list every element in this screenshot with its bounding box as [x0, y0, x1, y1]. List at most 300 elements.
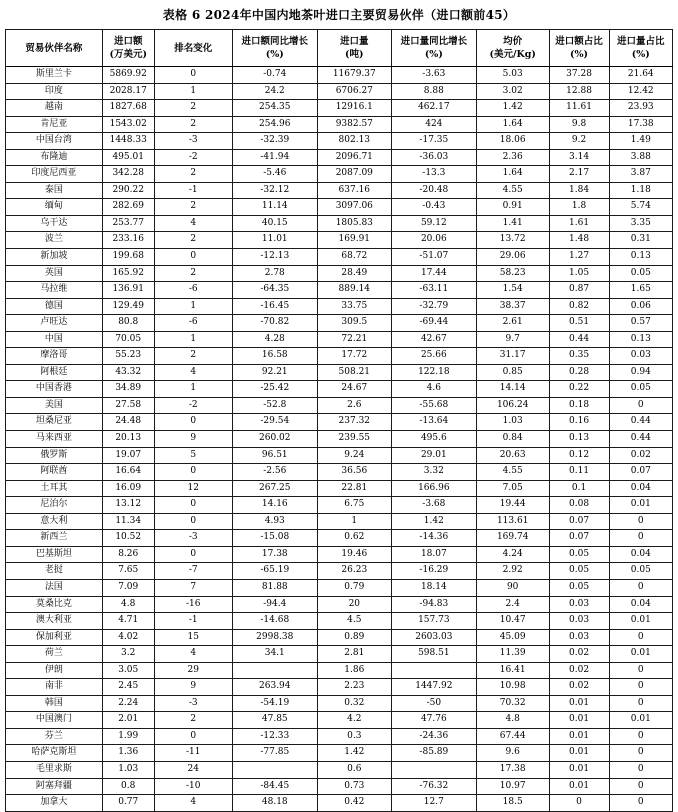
- table-cell: 199.68: [102, 249, 154, 266]
- table-cell: 莫桑比克: [6, 596, 103, 613]
- table-cell: 22.81: [317, 480, 391, 497]
- table-cell: 4: [154, 215, 232, 232]
- table-cell: 0: [609, 513, 672, 530]
- table-cell: 0.01: [609, 497, 672, 514]
- table-cell: 1543.02: [102, 116, 154, 133]
- table-cell: 237.32: [317, 414, 391, 431]
- table-cell: 9.8: [549, 116, 609, 133]
- table-cell: 4.8: [102, 596, 154, 613]
- table-cell: -32.79: [391, 298, 476, 315]
- table-cell: 0: [609, 695, 672, 712]
- table-cell: -12.13: [232, 249, 317, 266]
- table-cell: 老挝: [6, 563, 103, 580]
- table-cell: 0.05: [609, 563, 672, 580]
- table-cell: 1.8: [549, 199, 609, 216]
- table-cell: 0.18: [549, 397, 609, 414]
- table-cell: 0.31: [609, 232, 672, 249]
- table-cell: 37.28: [549, 67, 609, 84]
- table-cell: 0.57: [609, 315, 672, 332]
- table-cell: 2087.09: [317, 166, 391, 183]
- page-title: 表格 6 2024年中国内地茶叶进口主要贸易伙伴（进口额前45）: [162, 8, 516, 22]
- table-cell: -69.44: [391, 315, 476, 332]
- table-cell: 3.87: [609, 166, 672, 183]
- table-cell: 0.11: [549, 464, 609, 481]
- table-cell: 4: [154, 646, 232, 663]
- table-row: [6, 795, 673, 812]
- table-cell: 9.2: [549, 133, 609, 150]
- table-cell: 16.41: [476, 662, 549, 679]
- table-cell: 55.23: [102, 348, 154, 365]
- table-cell: 24.67: [317, 381, 391, 398]
- table-cell: 1.36: [102, 745, 154, 762]
- table-cell: 1: [154, 298, 232, 315]
- table-cell: 462.17: [391, 100, 476, 117]
- table-cell: 34.89: [102, 381, 154, 398]
- table-cell: 0.01: [609, 613, 672, 630]
- table-cell: 0.13: [609, 249, 672, 266]
- table-cell: 5.74: [609, 199, 672, 216]
- header-line: 进口额: [113, 36, 143, 47]
- table-cell: 48.18: [232, 795, 317, 812]
- table-cell: 1.03: [476, 414, 549, 431]
- table-cell: 28.49: [317, 265, 391, 282]
- table-cell: 0.87: [549, 282, 609, 299]
- table-cell: -16: [154, 596, 232, 613]
- table-cell: 新西兰: [6, 530, 103, 547]
- table-cell: 508.21: [317, 364, 391, 381]
- table-cell: 3.32: [391, 464, 476, 481]
- table-cell: 2.01: [102, 712, 154, 729]
- table-cell: 乌干达: [6, 215, 103, 232]
- header-line: (%): [631, 49, 650, 60]
- table-cell: 0.44: [549, 331, 609, 348]
- table-cell: 斯里兰卡: [6, 67, 103, 84]
- table-cell: 20.13: [102, 431, 154, 448]
- table-cell: 1448.33: [102, 133, 154, 150]
- table-cell: 0.84: [476, 431, 549, 448]
- table-cell: 中国: [6, 331, 103, 348]
- table-cell: 4.28: [232, 331, 317, 348]
- table-row: [6, 348, 673, 365]
- table-cell: 0.1: [549, 480, 609, 497]
- table-cell: 17.38: [476, 761, 549, 778]
- header-cell: [317, 30, 391, 67]
- table-cell: -2.56: [232, 464, 317, 481]
- table-cell: 9: [154, 679, 232, 696]
- table-row: [6, 629, 673, 646]
- table-cell: 0: [154, 414, 232, 431]
- table-cell: 4.2: [317, 712, 391, 729]
- table-cell: 122.18: [391, 364, 476, 381]
- table-cell: 4.8: [476, 712, 549, 729]
- header-line: 排名变化: [174, 42, 213, 54]
- table-cell: 10.52: [102, 530, 154, 547]
- table-row: [6, 513, 673, 530]
- table-cell: 14.14: [476, 381, 549, 398]
- table-cell: 0.02: [549, 662, 609, 679]
- table-cell: 伊朗: [6, 662, 103, 679]
- table-cell: 92.21: [232, 364, 317, 381]
- table-cell: 0: [609, 397, 672, 414]
- table-cell: 4.24: [476, 546, 549, 563]
- header-line: (吨): [345, 49, 364, 60]
- table-cell: 136.91: [102, 282, 154, 299]
- table-cell: 9: [154, 431, 232, 448]
- table-cell: -20.48: [391, 182, 476, 199]
- table-cell: 31.17: [476, 348, 549, 365]
- table-cell: 27.58: [102, 397, 154, 414]
- table-cell: 12.88: [549, 83, 609, 100]
- table-cell: 0.8: [102, 778, 154, 795]
- table-cell: 4.6: [391, 381, 476, 398]
- table-cell: 0.02: [549, 679, 609, 696]
- table-cell: 67.44: [476, 728, 549, 745]
- table-cell: 1.42: [476, 100, 549, 117]
- table-cell: 13.72: [476, 232, 549, 249]
- table-cell: 19.44: [476, 497, 549, 514]
- table-cell: 0.05: [609, 381, 672, 398]
- table-cell: 阿塞拜疆: [6, 778, 103, 795]
- table-cell: -84.45: [232, 778, 317, 795]
- table-cell: 12: [154, 480, 232, 497]
- table-cell: 11.39: [476, 646, 549, 663]
- table-cell: 0.16: [549, 414, 609, 431]
- table-row: [6, 712, 673, 729]
- table-cell: 25.66: [391, 348, 476, 365]
- table-cell: 26.23: [317, 563, 391, 580]
- table-cell: -0.43: [391, 199, 476, 216]
- table-cell: 15: [154, 629, 232, 646]
- table-cell: 1.48: [549, 232, 609, 249]
- table-cell: 1: [154, 331, 232, 348]
- header-line: (%): [265, 49, 284, 60]
- table-cell: 1.05: [549, 265, 609, 282]
- table-row: [6, 662, 673, 679]
- table-cell: -41.94: [232, 149, 317, 166]
- table-cell: 2028.17: [102, 83, 154, 100]
- table-row: [6, 249, 673, 266]
- table-cell: 17.72: [317, 348, 391, 365]
- table-cell: 29.01: [391, 447, 476, 464]
- table-cell: 290.22: [102, 182, 154, 199]
- table-cell: -3: [154, 695, 232, 712]
- table-cell: 0.51: [549, 315, 609, 332]
- table-cell: -3.63: [391, 67, 476, 84]
- table-cell: 意大利: [6, 513, 103, 530]
- table-cell: 0: [609, 795, 672, 812]
- table-cell: 21.64: [609, 67, 672, 84]
- table-cell: 肯尼亚: [6, 116, 103, 133]
- table-row: [6, 215, 673, 232]
- table-cell: 253.77: [102, 215, 154, 232]
- table-row: [6, 464, 673, 481]
- table-cell: 0.44: [609, 431, 672, 448]
- table-cell: 282.69: [102, 199, 154, 216]
- table-cell: 0: [609, 778, 672, 795]
- table-cell: 0.3: [317, 728, 391, 745]
- table-cell: 1: [317, 513, 391, 530]
- header-line: 进口量: [340, 36, 369, 47]
- header-line: (万美元): [109, 49, 147, 60]
- table-cell: 摩洛哥: [6, 348, 103, 365]
- table-cell: 0: [609, 530, 672, 547]
- table-cell: 157.73: [391, 613, 476, 630]
- table-cell: 72.21: [317, 331, 391, 348]
- table-cell: -11: [154, 745, 232, 762]
- table-cell: 1.64: [476, 166, 549, 183]
- header-line: 进口额占比: [555, 36, 603, 47]
- table-cell: 英国: [6, 265, 103, 282]
- table-cell: 0.02: [609, 447, 672, 464]
- table-row: [6, 364, 673, 381]
- table-cell: 9.6: [476, 745, 549, 762]
- table-cell: 0: [154, 728, 232, 745]
- table-row: [6, 182, 673, 199]
- table-cell: 哈萨克斯坦: [6, 745, 103, 762]
- table-cell: -15.08: [232, 530, 317, 547]
- table-row: [6, 100, 673, 117]
- table-cell: 3.35: [609, 215, 672, 232]
- header-line: 进口量占比: [617, 36, 665, 47]
- table-cell: 263.94: [232, 679, 317, 696]
- table-cell: 7: [154, 579, 232, 596]
- table-cell: 4.71: [102, 613, 154, 630]
- table-cell: 加拿大: [6, 795, 103, 812]
- table-cell: 260.02: [232, 431, 317, 448]
- table-cell: 0.73: [317, 778, 391, 795]
- header-line: 均价: [503, 36, 523, 47]
- table-cell: 0: [154, 249, 232, 266]
- table-cell: -25.42: [232, 381, 317, 398]
- table-row: [6, 67, 673, 84]
- table-cell: 0.13: [609, 331, 672, 348]
- table-header: [6, 30, 673, 67]
- table-cell: 802.13: [317, 133, 391, 150]
- table-cell: 0.07: [549, 513, 609, 530]
- header-line: 贸易伙伴名称: [25, 42, 83, 54]
- table-cell: 1: [154, 381, 232, 398]
- table-cell: 尼泊尔: [6, 497, 103, 514]
- table-cell: -16.29: [391, 563, 476, 580]
- table-cell: -64.35: [232, 282, 317, 299]
- header-line: 进口额同比增长: [241, 36, 309, 47]
- table-cell: 2.36: [476, 149, 549, 166]
- header-cell: [232, 30, 317, 67]
- table-cell: 印度尼西亚: [6, 166, 103, 183]
- table-cell: 0.01: [549, 695, 609, 712]
- table-cell: 0: [154, 497, 232, 514]
- header-row: [6, 30, 673, 67]
- table-cell: 11.61: [549, 100, 609, 117]
- table-cell: -3: [154, 133, 232, 150]
- table-cell: 33.75: [317, 298, 391, 315]
- table-cell: 2: [154, 232, 232, 249]
- table-row: [6, 530, 673, 547]
- header-cell: [549, 30, 609, 67]
- table-cell: -50: [391, 695, 476, 712]
- table-cell: 11679.37: [317, 67, 391, 84]
- table-cell: -1: [154, 182, 232, 199]
- table-row: [6, 315, 673, 332]
- table-cell: 保加利亚: [6, 629, 103, 646]
- table-cell: 2: [154, 166, 232, 183]
- table-cell: -6: [154, 282, 232, 299]
- table-cell: 11.34: [102, 513, 154, 530]
- table-cell: 荷兰: [6, 646, 103, 663]
- table-cell: 0.05: [609, 265, 672, 282]
- table-cell: 1: [154, 83, 232, 100]
- header-line: (美元/Kg): [489, 49, 536, 60]
- table-cell: 18.06: [476, 133, 549, 150]
- table-cell: 18.5: [476, 795, 549, 812]
- table-cell: 12916.1: [317, 100, 391, 117]
- table-cell: 0.03: [549, 613, 609, 630]
- table-cell: 0.01: [549, 745, 609, 762]
- table-cell: 0: [609, 761, 672, 778]
- table-cell: 0.06: [609, 298, 672, 315]
- table-row: [6, 745, 673, 762]
- table-cell: 法国: [6, 579, 103, 596]
- table-cell: 马拉维: [6, 282, 103, 299]
- table-cell: 4.55: [476, 182, 549, 199]
- table-row: [6, 613, 673, 630]
- table-cell: 0.91: [476, 199, 549, 216]
- table-cell: 1.61: [549, 215, 609, 232]
- table-cell: 2: [154, 712, 232, 729]
- table-cell: 0.01: [609, 712, 672, 729]
- table-cell: 80.8: [102, 315, 154, 332]
- table-cell: 0: [549, 795, 609, 812]
- table-cell: 1.18: [609, 182, 672, 199]
- table-cell: 0.77: [102, 795, 154, 812]
- table-cell: 布隆迪: [6, 149, 103, 166]
- table-cell: 0: [609, 728, 672, 745]
- table-cell: 233.16: [102, 232, 154, 249]
- table-cell: 0.32: [317, 695, 391, 712]
- table-cell: 0.42: [317, 795, 391, 812]
- table-cell: -85.89: [391, 745, 476, 762]
- table-cell: 0.6: [317, 761, 391, 778]
- table-cell: 106.24: [476, 397, 549, 414]
- table-cell: -77.85: [232, 745, 317, 762]
- table-cell: 10.97: [476, 778, 549, 795]
- table-cell: 59.12: [391, 215, 476, 232]
- table-cell: 0: [609, 745, 672, 762]
- table-cell: -7: [154, 563, 232, 580]
- table-cell: 0.22: [549, 381, 609, 398]
- table-row: [6, 728, 673, 745]
- table-cell: 0.82: [549, 298, 609, 315]
- table-cell: 6.75: [317, 497, 391, 514]
- table-cell: 16.58: [232, 348, 317, 365]
- table-cell: -10: [154, 778, 232, 795]
- table-cell: 马来西亚: [6, 431, 103, 448]
- table-cell: 3.2: [102, 646, 154, 663]
- table-cell: 巴基斯坦: [6, 546, 103, 563]
- table-cell: 美国: [6, 397, 103, 414]
- table-cell: 12.42: [609, 83, 672, 100]
- table-cell: 缅甸: [6, 199, 103, 216]
- table-cell: 2: [154, 348, 232, 365]
- table-cell: 俄罗斯: [6, 447, 103, 464]
- table-cell: 0.01: [549, 761, 609, 778]
- table-cell: 0.07: [609, 464, 672, 481]
- table-cell: 0.13: [549, 431, 609, 448]
- table-cell: 0.05: [549, 563, 609, 580]
- table-cell: 169.74: [476, 530, 549, 547]
- table-cell: 0: [154, 464, 232, 481]
- table-cell: 47.76: [391, 712, 476, 729]
- table-cell: 2998.38: [232, 629, 317, 646]
- table-cell: 1.03: [102, 761, 154, 778]
- table-cell: 6706.27: [317, 83, 391, 100]
- table-cell: 2.24: [102, 695, 154, 712]
- table-row: [6, 397, 673, 414]
- table-row: [6, 778, 673, 795]
- table-cell: 0.04: [609, 480, 672, 497]
- header-cell: [154, 30, 232, 67]
- table-cell: 7.65: [102, 563, 154, 580]
- table-cell: 0: [154, 546, 232, 563]
- table-cell: 2.45: [102, 679, 154, 696]
- table-cell: 2: [154, 100, 232, 117]
- table-row: [6, 431, 673, 448]
- table-row: [6, 133, 673, 150]
- table-cell: 17.38: [232, 546, 317, 563]
- table-body: [6, 67, 673, 812]
- table-cell: 2.6: [317, 397, 391, 414]
- table-row: [6, 563, 673, 580]
- table-cell: 34.1: [232, 646, 317, 663]
- table-cell: 中国澳门: [6, 712, 103, 729]
- table-cell: 越南: [6, 100, 103, 117]
- table-cell: 德国: [6, 298, 103, 315]
- table-cell: 0.08: [549, 497, 609, 514]
- table-cell: 4.02: [102, 629, 154, 646]
- table-cell: 17.44: [391, 265, 476, 282]
- table-cell: 毛里求斯: [6, 761, 103, 778]
- table-cell: -29.54: [232, 414, 317, 431]
- table-row: [6, 596, 673, 613]
- table-cell: 165.92: [102, 265, 154, 282]
- table-cell: 8.88: [391, 83, 476, 100]
- table-cell: 96.51: [232, 447, 317, 464]
- table-cell: 3.02: [476, 83, 549, 100]
- header-cell: [609, 30, 672, 67]
- table-cell: 阿联酋: [6, 464, 103, 481]
- table-cell: 4: [154, 364, 232, 381]
- table-cell: 4: [154, 795, 232, 812]
- table-cell: 1.49: [609, 133, 672, 150]
- table-cell: 2: [154, 199, 232, 216]
- table-cell: 4.5: [317, 613, 391, 630]
- table-cell: -32.12: [232, 182, 317, 199]
- table-cell: 印度: [6, 83, 103, 100]
- table-cell: 2.23: [317, 679, 391, 696]
- table-cell: 81.88: [232, 579, 317, 596]
- table-cell: 2.4: [476, 596, 549, 613]
- table-cell: 0.01: [549, 728, 609, 745]
- table-cell: 129.49: [102, 298, 154, 315]
- table-cell: 16.09: [102, 480, 154, 497]
- table-cell: 113.61: [476, 513, 549, 530]
- table-cell: 土耳其: [6, 480, 103, 497]
- table-cell: 0.05: [549, 546, 609, 563]
- table-row: [6, 679, 673, 696]
- table-cell: 9382.57: [317, 116, 391, 133]
- table-cell: 254.35: [232, 100, 317, 117]
- header-cell: [102, 30, 154, 67]
